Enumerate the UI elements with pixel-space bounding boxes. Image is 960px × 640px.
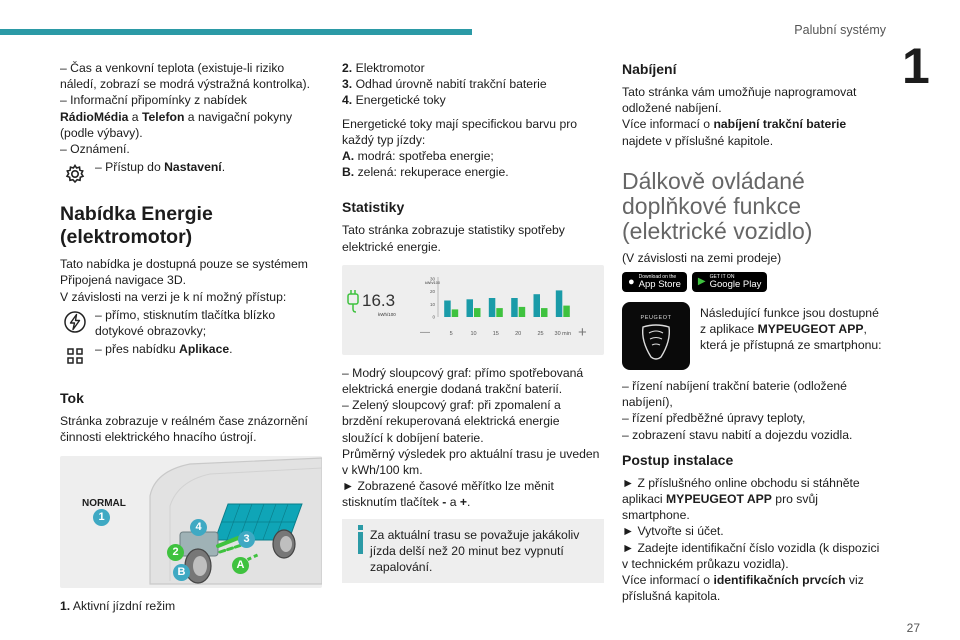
section-title: Palubní systémy: [794, 23, 886, 37]
flow-color-b: B. zelená: rekuperace energie.: [342, 165, 509, 180]
paragraph: Průměrný výsledek pro aktuální trasu je uveden v kWh/100 km.: [342, 446, 600, 478]
callout-3: 3: [238, 531, 255, 548]
callout-A: A: [232, 557, 249, 574]
consumption-bar-20: [511, 298, 518, 317]
paragraph: Stránka zobrazuje v reálném čase znázornění činnosti elektrického hnacího ústrojí.: [60, 414, 308, 445]
app-block: [622, 302, 884, 370]
zoom-in-button[interactable]: +: [578, 323, 587, 341]
callout-B: B: [173, 564, 190, 581]
list-item-4: 4. Energetické toky: [342, 93, 446, 108]
x-tick-label: 5: [449, 330, 453, 337]
drive-mode-label: NORMAL: [82, 497, 126, 509]
google-play-icon: ▶: [697, 275, 706, 287]
access-apps-text: – přes nabídku Aplikace.: [95, 342, 233, 357]
google-play-badge[interactable]: ▶ GET IT ON Google Play: [692, 272, 767, 292]
x-tick-label: 15: [492, 330, 499, 337]
y-axis-label: kWh/100: [425, 280, 440, 285]
recovery-bar-30-min: [563, 305, 570, 316]
page-number: 27: [906, 621, 920, 635]
access-direct-text: – přímo, stisknutím tlačítka blízko dotykové obrazovky;: [95, 307, 276, 339]
x-tick-label: 30 min: [554, 330, 572, 337]
column-1: [60, 60, 322, 614]
recovery-bar-15: [496, 308, 503, 317]
callout-1: 1: [93, 509, 110, 526]
header-accent-bar: [0, 29, 472, 35]
x-tick-label: 25: [537, 330, 544, 337]
gear-icon: [60, 159, 90, 189]
recovery-bar-20: [519, 307, 526, 317]
paragraph: (V závislosti na zemi prodeje): [622, 250, 782, 265]
feature-item: – zobrazení stavu nabití a dojezdu vozidla.: [622, 427, 853, 442]
flow-color-a: A. modrá: spotřeba energie;: [342, 149, 494, 164]
paragraph: – Zelený sloupcový graf: při zpomalení a brzdění rekuperovaná elektrická energie sloužící k dobíjení baterie.: [342, 398, 561, 445]
callout-2: 2: [167, 544, 184, 561]
bar-group: [438, 277, 570, 317]
section-heading-install: Postup instalace: [622, 451, 734, 468]
info-icon: [358, 525, 363, 530]
app-description: Následující funkce jsou dostupné z aplikace MYPEUGEOT APP, která je přístupná ze smartphonu:: [700, 306, 882, 353]
app-store-badge[interactable]: ● Download on the App Store: [622, 272, 687, 292]
paragraph: Energetické toky mají specifickou barvu pro každý typ jízdy:: [342, 116, 578, 147]
y-tick-label: 10: [429, 301, 435, 307]
info-note: [342, 519, 604, 584]
install-step: ► Z příslušného online obchodu si stáhněte aplikaci MYPEUGEOT APP pro svůj smartphone.: [622, 475, 860, 523]
access-row-apps: [60, 341, 322, 371]
column-2: [342, 60, 604, 583]
info-note-text: Za aktuální trasu se považuje jakákoliv jízda delší než 20 minut bez vypnutí zapalování.: [370, 527, 580, 575]
average-value: 16.3: [362, 290, 396, 310]
recovery-bar-25: [541, 308, 548, 317]
y-tick-label: 30: [429, 276, 435, 282]
paragraph: – Modrý sloupcový graf: přímo spotřebovaná elektrická energie dodaná trakční baterií.: [342, 365, 584, 397]
section-heading-flow: Tok: [60, 390, 84, 407]
y-tick-label: 0: [432, 314, 435, 320]
statistics-chart: [342, 265, 604, 355]
average-unit: kWh/100: [378, 311, 396, 317]
plug-icon: [348, 290, 358, 312]
consumption-bar-10: [467, 299, 474, 317]
recovery-bar-10: [474, 308, 481, 317]
paragraph: Více informací o identifikačních prvcích viz příslušná kapitola.: [622, 573, 864, 604]
paragraph: V závislosti na verzi je k ní možný přístup:: [60, 289, 287, 304]
zoom-out-button[interactable]: —: [420, 326, 430, 338]
energy-lightning-icon: [60, 307, 90, 337]
x-tick-label: 20: [515, 330, 522, 337]
section-heading-charging: Nabíjení: [622, 61, 677, 77]
section-heading-remote: Dálkově ovládané doplňkové funkce (elektrické vozidlo): [622, 167, 813, 244]
x-tick-group: [450, 331, 571, 337]
callout-4: 4: [190, 519, 207, 536]
recovery-bar-5: [452, 309, 459, 317]
column-3: [622, 60, 884, 604]
list-item-2: 2. Elektromotor: [342, 61, 425, 75]
section-heading-statistics: Statistiky: [342, 199, 405, 216]
section-heading-energy: Nabídka Energie (elektromotor): [60, 203, 213, 249]
paragraph: Tato stránka zobrazuje statistiky spotřeby elektrické energie.: [342, 223, 565, 254]
paragraph: – Informační připomínky z nabídek RádioMédia a Telefon a navigační pokyny (podle výbavy).: [60, 93, 293, 140]
access-row-direct: [60, 307, 322, 339]
consumption-bar-25: [534, 294, 541, 317]
settings-text: – Přístup do Nastavení.: [95, 160, 226, 175]
paragraph: Tato nabídka je dostupná pouze se systémem Připojená navigace 3D.: [60, 257, 308, 288]
consumption-bar-30-min: [556, 290, 563, 317]
paragraph: – Čas a venkovní teplota (existuje-li riziko náledí, zobrazí se modrá výstražná kontrolka).: [60, 61, 310, 92]
y-tick-label: 20: [429, 289, 435, 295]
mypeugeot-app-logo: [622, 302, 690, 370]
settings-access-row: [60, 159, 322, 189]
logo-text: PEUGEOT: [640, 315, 672, 322]
feature-item: – řízení nabíjení trakční baterie (odložené nabíjení),: [622, 379, 847, 410]
paragraph: ► Zobrazené časové měřítko lze měnit stisknutím tlačítek - a +.: [342, 479, 554, 510]
chapter-number: 1: [902, 38, 930, 94]
x-tick-label: 10: [470, 330, 477, 337]
consumption-bar-15: [489, 298, 496, 317]
apple-icon: ●: [628, 275, 635, 288]
feature-item: – řízení předběžné úpravy teploty,: [622, 411, 806, 426]
install-step: ► Vytvořte si účet.: [622, 524, 724, 539]
paragraph: – Oznámení.: [60, 142, 130, 157]
list-item-3: 3. Odhad úrovně nabití trakční baterie: [342, 77, 547, 92]
consumption-bar-5: [444, 300, 451, 317]
install-step: ► Zadejte identifikační číslo vozidla (k dispozici v technickém průkazu vozidla).: [622, 540, 880, 571]
paragraph: Tato stránka vám umožňuje naprogramovat odložené nabíjení.: [622, 85, 857, 116]
statistics-screen: [342, 265, 604, 355]
paragraph: Více informací o nabíjení trakční baterie najdete v příslušné kapitole.: [622, 117, 847, 148]
powertrain-illustration: [60, 456, 322, 588]
store-badges: [622, 272, 884, 292]
apps-grid-icon: [60, 341, 90, 371]
list-item-1: 1. Aktivní jízdní režim: [60, 598, 176, 613]
